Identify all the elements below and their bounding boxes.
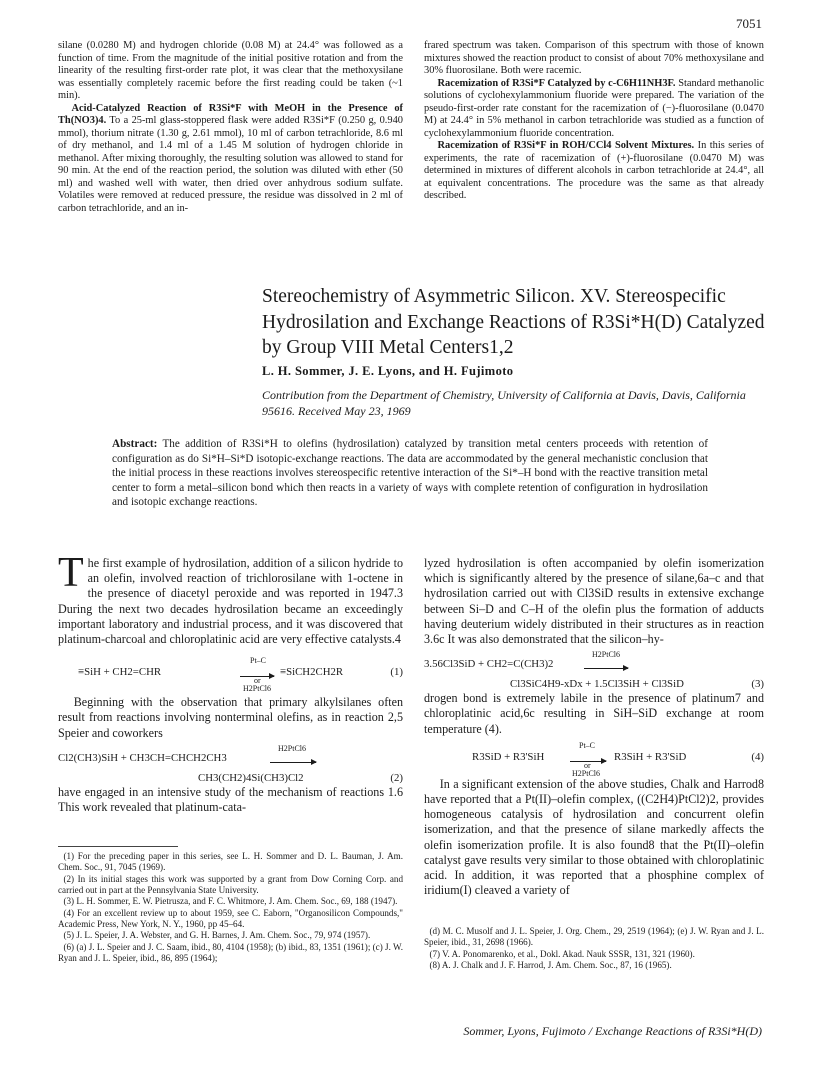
catalyst-label: H2PtCl6 [243,684,272,694]
footnote-rule [58,846,178,847]
top-right-column [424,40,764,203]
right-body-column [424,556,764,898]
equation-reactants: 3.56Cl3SiD + CH2=C(CH3)2 [424,658,554,671]
equation-products: CH3(CH2)4Si(CH3)Cl2 [198,771,304,784]
footnote: (4) For an excellent review up to about 1959, see C. Eaborn, "Organosilicon Compounds," Academic Press, New York, N. Y., 1960, pp 45–64. [58,907,403,929]
abstract-text: The addition of R3Si*H to olefins (hydrosilation) catalyzed by transition metal centers proceeds with retention of configuration as do Si*H–Si*D isotopic-exchange reactions. The data are accommodated by the general mechanistic conclusion that the initial process in these reactions involves stereospecific retentive interaction of the Si*–H bond with the reactive transition metal center to form a metal–silicon bond which then reacts in a variety of ways with complete retention of configuration in hydrosilation and isotopic exchange reactions. [112,438,708,508]
page-number: 7051 [736,16,762,31]
footnote: (3) L. H. Sommer, E. W. Pietrusza, and F. C. Whitmore, J. Am. Chem. Soc., 69, 188 (1947). [63,896,398,906]
abstract [112,437,708,510]
equation-number: (4) [751,750,764,763]
article-title: Stereochemistry of Asymmetric Silicon. XV. Stereospecific Hydrosilation and Exchange Reactions of R3Si*H(D) Catalyzed by Group VIII Metal Centers1,2 [262,286,765,358]
footnote: (6) (a) J. L. Speier and J. C. Saam, ibid., 80, 4104 (1958); (b) ibid., 83, 1351 (1961); (c) J. W. Ryan and J. L. Speier, ibid., 86, 895 (1964); [58,941,403,963]
equation-number: (3) [751,678,764,691]
run-in-heading: Racemization of R3Si*F Catalyzed by c-C6H11NH3F. [437,77,676,89]
paragraph: silane (0.0280 M) and hydrogen chloride (0.08 M) at 24.4° was followed as a function of time. From the magnitude of the initial positive rotation and from the linearity of the resulting first-order rate plot, it was clear that the methoxysilane was essentially completely racemic before the first reading could be taken (~1 min). [58,40,403,101]
arrow-icon [584,662,628,677]
paragraph-text: he first example of hydrosilation, addition of a silicon hydride to an olefin, involved reaction of trichlorosilane with 1-octene in the presence of diacetyl peroxide and was reported in 1947.3 During the next two decades hydrosilation became an exceedingly important laboratory and industrial process, and it was discovered that platinum-charcoal and chloroplatinic acid are very effective catalysts.4 [58,556,403,647]
footnote: (1) For the preceding paper in this series, see L. H. Sommer and D. L. Bauman, J. Am. Chem. Soc., 91, 7045 (1969). [58,851,403,872]
affiliation: Contribution from the Department of Chemistry, University of California at Davis, Davis, California 95616. Received May 23, 1969 [262,388,746,418]
paragraph: have engaged in an intensive study of the mechanism of reactions 1.6 This work revealed that platinum-cata- [58,784,403,815]
catalyst-label: Pt–C [579,740,596,750]
paragraph: In a significant extension of the above studies, Chalk and Harrod8 have reported that a Pt(II)–olefin complex, ((C2H4)PtCl2)2, provides homogeneous catalysis of hydrosilation and concurrent olefin isomerization, and that the presence of silane markedly affects the olefin isomerization profile. It is also found8 that the Pt(II)–olefin catalyst gave results very similar to those obtained with chloroplatinic acid. In addition, it was reported that a phosphine complex of iridium(I) cleaved a variety of [424,776,764,898]
footnote-list [58,851,403,964]
paragraph-text: In this series of experiments, the rate of racemization of (+)-fluorosilane (0.0470 M) was determined in mixtures of different alcohols in carbon tetrachloride at 24.4°, all at equivalent concentrations. The procedure was the same as that already described. [424,140,765,201]
running-footer: Sommer, Lyons, Fujimoto / Exchange Reactions of R3Si*H(D) [463,1024,762,1038]
footnotes-left [58,846,403,964]
footnote: (5) J. L. Speier, J. A. Webster, and G. H. Barnes, J. Am. Chem. Soc., 79, 974 (1957). [63,930,371,940]
equation-number: (2) [390,771,403,784]
abstract-label: Abstract: [112,438,158,450]
equation-reactants: R3SiD + R3'SiH [472,750,545,763]
footnote: (8) A. J. Chalk and J. F. Harrod, J. Am. Chem. Soc., 87, 16 (1965). [429,960,672,970]
catalyst-label: H2PtCl6 [572,768,601,778]
catalyst-label: H2PtCl6 [592,650,621,660]
catalyst-label: Pt–C [250,656,267,666]
top-left-column [58,40,403,215]
paragraph-text: To a 25-ml glass-stoppered flask were added R3Si*F (0.250 g, 0.940 mmol), thorium nitrate (1.30 g, 2.61 mmol), 10 ml of carbon tetrachloride, 8.6 ml of dry methanol, and 1.4 ml of a 1.45 M solution of hydrogen chloride in methanol. After mixing thoroughly, the resulting solution was allowed to stand for 90 min. At the end of the reaction period, the solution was diluted with ether (50 ml) and washed well with water, then dried over anhydrous sodium sulfate. Volatiles were removed at reduced pressure, the residue was dissolved in 2 ml of carbon tetrachloride, and an in- [58,115,403,214]
left-body-column [58,550,403,815]
paragraph: drogen bond is extremely labile in the presence of platinum7 and chloroplatinic acid,6c resulting in SiH–SiD exchange at room temperature (4). [424,691,764,736]
paragraph-text: Standard methanolic solutions of cyclohexylammonium fluoride were prepared. The variation of the pseudo-first-order rate constant for the racemization of (−)-fluorosilane (0.0470 M) at 24.4° in 5% methanol in carbon tetrachloride was studied as a function of cyclohexylammonium fluoride concentration. [424,77,764,139]
equation-products: ≡SiCH2CH2R [280,666,344,679]
authors: L. H. Sommer, J. E. Lyons, and H. Fujimoto [262,364,514,378]
equation-products: R3SiH + R3'SiD [614,750,687,763]
run-in-heading: Acid-Catalyzed Reaction of R3Si*F with MeOH in the Presence of Th(NO3)4. [58,102,403,126]
paragraph [58,550,403,647]
equation-4 [424,737,764,777]
footnotes-right [424,926,764,972]
equation-number: (1) [390,666,403,679]
paragraph: Beginning with the observation that primary alkylsilanes often result from reactions involving nonterminal olefins, as in reaction 2,5 Speier and coworkers [58,695,403,740]
equation-3 [424,647,764,691]
paragraph: frared spectrum was taken. Comparison of this spectrum with those of known mixtures showed the reaction product to consist of about 70% methoxysilane and 30% fluorosilane. Both were racemic. [424,40,764,76]
catalyst-or: or [254,676,261,686]
run-in-heading: Racemization of R3Si*F in ROH/CCl4 Solvent Mixtures. [437,140,695,151]
footnote: (d) M. C. Musolf and J. L. Speier, J. Org. Chem., 29, 2519 (1964); (e) J. W. Ryan and J. L. Speier, ibid., 31, 2698 (1966). [424,926,764,947]
equation-2 [58,741,403,785]
equation-reactants: ≡SiH + CH2=CHR [78,666,162,679]
equation-1 [58,651,403,694]
equation-products: Cl3SiC4H9-xDx + 1.5Cl3SiH + Cl3SiD [510,678,684,691]
paragraph: lyzed hydrosilation is often accompanied by olefin isomerization which is significantly altered by the presence of silane,6a–c and that hydrosilation carried out with Cl3SiD results in extensive exchange between Si–D and C–H of the olefin plus the formation of adducts having deuterium widely distributed in their structures as in reaction 3.6c It was also demonstrated that the silicon–hy- [424,556,764,647]
equation-reactants: Cl2(CH3)SiH + CH3CH=CHCH2CH3 [58,751,227,764]
footnote: (2) In its initial stages this work was supported by a grant from Dow Corning Corp. and carried out in part at the Pennsylvania State University. [58,873,403,895]
drop-cap: T [58,550,84,596]
paragraph [424,140,764,203]
arrow-icon [270,756,316,771]
catalyst-or: or [584,760,591,770]
paragraph [58,103,403,216]
footnote: (7) V. A. Ponomarenko, et al., Dokl. Akad. Nauk SSSR, 131, 321 (1960). [429,948,695,959]
catalyst-label: H2PtCl6 [278,743,307,753]
paragraph [424,78,764,141]
